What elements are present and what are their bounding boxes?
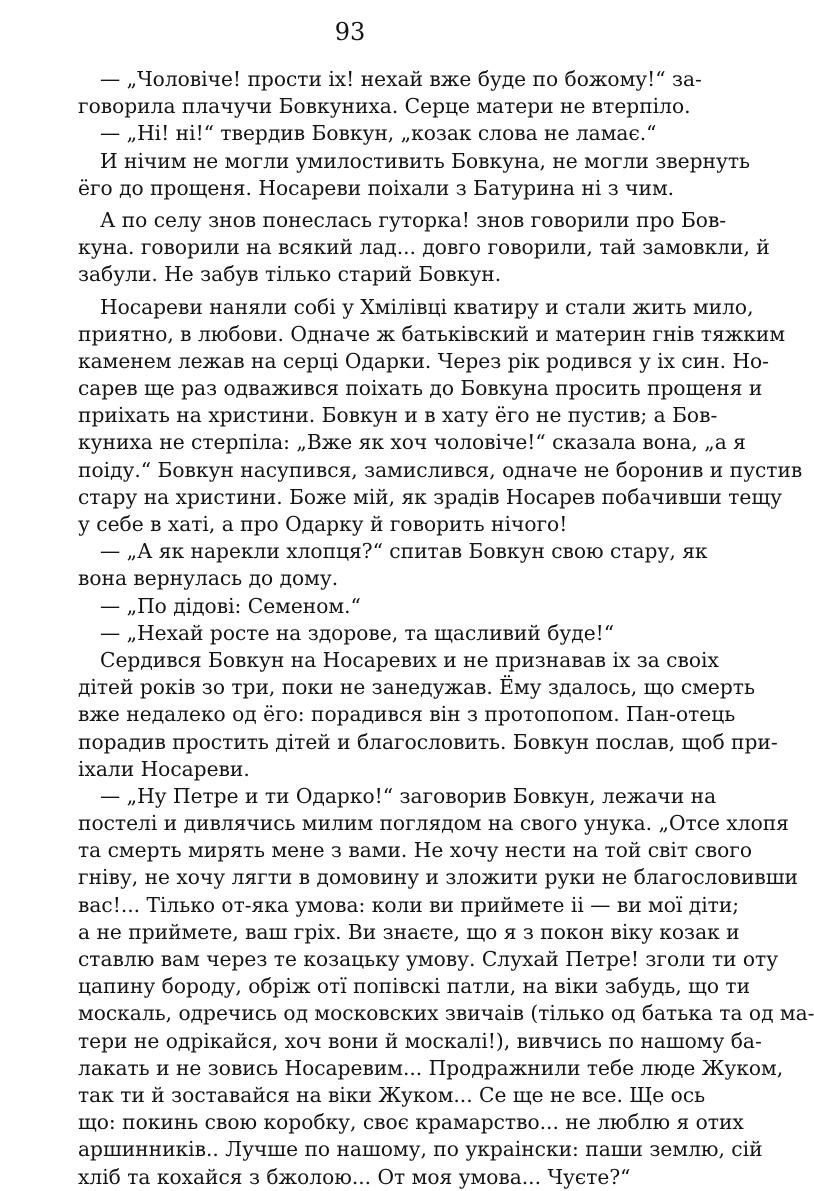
text-line: так ти й зоставайся на віки Жуком... Се ще не все. Ще ось (78, 1082, 706, 1107)
text-line: — „А як нарекли хлопця?“ спитав Бовкун свою стару, як (100, 539, 708, 564)
text-line: И нічим не могли умилостивить Бовкуна, не могли звернуть (100, 148, 751, 173)
text-line: дітей років зо три, поки не занедужав. Ёму здалось, що смерть (78, 675, 755, 700)
text-line: Носареви наняли собі у Хмілівці кватиру и стали жить мило, (100, 294, 754, 319)
text-line: А по селу знов понеслась гуторка! знов говорили про Бов- (100, 207, 727, 232)
text-line: цапину бороду, обріж отї попівскі патли, на віки забудь, що ти (78, 974, 751, 999)
text-line: говорила плачучи Бовкуниха. Серце матери не втерпіло. (78, 94, 691, 119)
text-line: вас!... Тілько от-яка умова: коли ви приймете іі — ви мої діти; (78, 892, 740, 917)
text-line: поіду.“ Бовкун насупився, замислився, одначе не боронив и пустив (78, 457, 803, 482)
text-line: постелі и дивлячись милим поглядом на свого унука. „Отсе хлопя (78, 811, 789, 836)
text-line: порадив простить дітей и благословить. Бовкун послав, щоб при- (78, 729, 778, 754)
text-line: куниха не стерпіла: „Вже як хоч чоловіче!“ сказала вона, „а я (78, 430, 746, 455)
text-line: — „Чоловіче! прости іх! нехай вже буде по божому!“ за- (100, 67, 702, 91)
text-line: хліб та кохайся з бжолою... От моя умова... Чуєте?“ (78, 1164, 631, 1189)
text-line: каменем лежав на серці Одарки. Через рік родився у іх син. Но- (78, 348, 769, 373)
text-line: а не приймете, ваш гріх. Ви знаєте, що я з покон віку козак и (78, 919, 740, 944)
text-line: — „Ну Петре и ти Одарко!“ заговорив Бовкун, лежачи на (100, 783, 717, 808)
text-line: гніву, не хочу лягти в домовину и зложити руки не благословивши (78, 865, 799, 890)
text-line: Сердився Бовкун на Носаревих и не признавав іх за своіх (100, 647, 719, 672)
text-line: вона вернулась до дому. (78, 566, 339, 591)
text-line: стару на христини. Боже мій, як зрадів Носарев побачивши тещу (78, 484, 782, 509)
text-line: забули. Не забув тілько старий Бовкун. (78, 262, 502, 287)
text-line: іхали Носареви. (78, 756, 250, 781)
text-line: та смерть мирять мене з вами. Не хочу нести на той світ свого (78, 838, 753, 863)
text-line: приятно, в любови. Одначе ж батьківский и материн гнів тяжким (78, 321, 786, 346)
text-line: москаль, одречись од московских звичаів (тілько од батька та од ма- (78, 1001, 814, 1026)
text-line: вже недалеко од ёго: порадився він з протопопом. Пан-отець (78, 702, 736, 727)
text-line: куна. говорили на всякий лад... довго говорили, тай замовкли, й (78, 235, 770, 260)
text-line: — „Ні! ні!“ твердив Бовкун, „козак слова не ламає.“ (100, 121, 657, 146)
text-line: — „По дідові: Семеном.“ (100, 593, 361, 618)
text-line: у себе в хаті, а про Одарку й говорить нічого! (78, 512, 568, 536)
text-line: аршинників.. Лучше по нашому, по украінски: паши землю, сій (78, 1137, 763, 1162)
page-body-text (78, 66, 814, 1191)
text-line: тери не одрікайся, хоч вони й москалі!), вивчись по нашому ба- (78, 1028, 762, 1053)
page-number: 93 (334, 18, 366, 46)
text-line: сарев ще раз одважився поіхать до Бовкуна просить прощеня и (78, 376, 763, 401)
text-line: ёго до прощеня. Носареви поіхали з Батурина ні з чим. (78, 175, 675, 200)
text-line: ставлю вам через те козацьку умову. Слухай Петре! зголи ти оту (78, 947, 779, 971)
text-line: приіхать на христини. Бовкун и в хату ёго не пустив; а Бов- (78, 403, 718, 428)
text-line: — „Нехай росте на здорове, та щасливий буде!“ (100, 620, 615, 645)
text-line: що: покинь свою коробку, своє крамарство... не люблю я отих (78, 1110, 744, 1135)
text-line: лакать и не зовись Носаревим... Продражнили тебе люде Жуком, (78, 1055, 784, 1080)
